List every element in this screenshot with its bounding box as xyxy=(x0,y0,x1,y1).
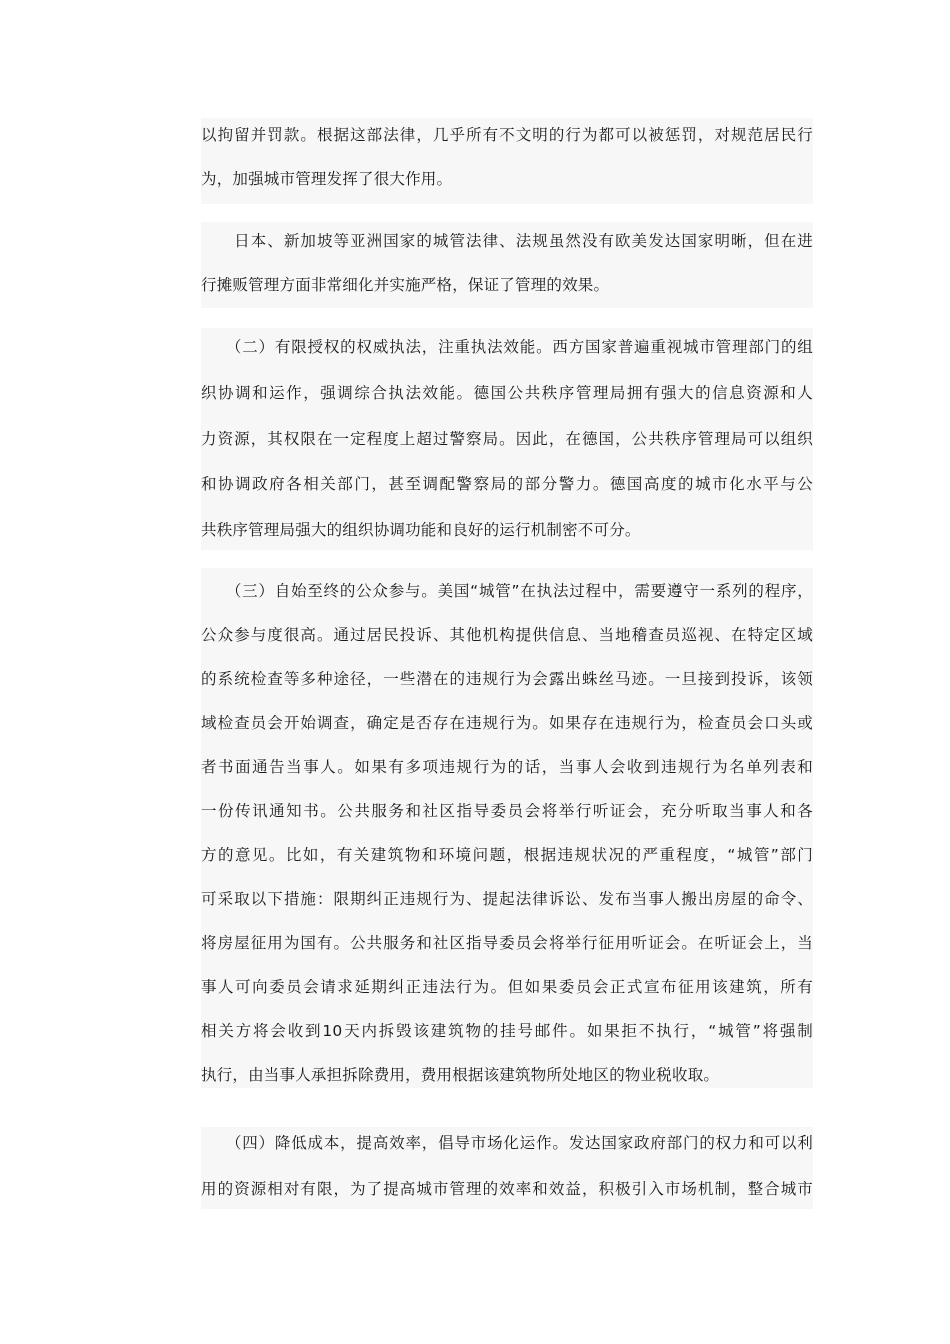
paragraph-1-line-1: 以拘留并罚款。根据这部法律，几乎所有不文明的行为都可以被惩罚，对规范居民行 xyxy=(201,126,813,144)
paragraph-3-line-1: （二）有限授权的权威执法，注重执法效能。西方国家普遍重视城市管理部门的组 xyxy=(201,338,813,356)
paragraph-4-line-2: 公众参与度很高。通过居民投诉、其他机构提供信息、当地稽查员巡视、在特定区域 xyxy=(201,626,813,644)
paragraph-4-line-1: （三）自始至终的公众参与。美国“城管”在执法过程中，需要遵守一系列的程序， xyxy=(201,582,813,600)
paragraph-3-line-3: 力资源，其权限在一定程度上超过警察局。因此，在德国，公共秩序管理局可以组织 xyxy=(201,430,813,448)
paragraph-4-line-11: 相关方将会收到10天内拆毁该建筑物的挂号邮件。如果拒不执行，“城管”将强制 xyxy=(201,1022,813,1040)
paragraph-4-line-10: 事人可向委员会请求延期纠正违法行为。但如果委员会正式宣布征用该建筑，所有 xyxy=(201,978,813,996)
paragraph-5-line-1: （四）降低成本，提高效率，倡导市场化运作。发达国家政府部门的权力和可以利 xyxy=(201,1134,813,1152)
paragraph-4-line-7: 方的意见。比如，有关建筑物和环境问题，根据违规状况的严重程度，“城管”部门 xyxy=(201,846,813,864)
paragraph-2-line-1: 日本、新加坡等亚洲国家的城管法律、法规虽然没有欧美发达国家明晰，但在进 xyxy=(201,232,813,250)
paragraph-4-line-4: 域检查员会开始调查，确定是否存在违规行为。如果存在违规行为，检查员会口头或 xyxy=(201,714,813,732)
paragraph-4-line-5: 者书面通告当事人。如果有多项违规行为的话，当事人会收到违规行为名单列表和 xyxy=(201,758,813,776)
paragraph-3-line-5: 共秩序管理局强大的组织协调功能和良好的运行机制密不可分。 xyxy=(201,521,641,539)
paragraph-4-line-3: 的系统检查等多种途径，一些潜在的违规行为会露出蛛丝马迹。一旦接到投诉，该领 xyxy=(201,670,813,688)
paragraph-4-line-8: 可采取以下措施：限期纠正违规行为、提起法律诉讼、发布当事人搬出房屋的命令、 xyxy=(201,890,813,908)
paragraph-3-line-2: 织协调和运作，强调综合执法效能。德国公共秩序管理局拥有强大的信息资源和人 xyxy=(201,384,813,402)
paragraph-4-line-12: 执行，由当事人承担拆除费用，费用根据该建筑物所处地区的物业税收取。 xyxy=(201,1066,720,1084)
paragraph-1-line-2: 为，加强城市管理发挥了很大作用。 xyxy=(201,170,453,188)
paragraph-4-line-6: 一份传讯通知书。公共服务和社区指导委员会将举行听证会，充分听取当事人和各 xyxy=(201,802,813,820)
paragraph-2-line-2: 行摊贩管理方面非常细化并实施严格，保证了管理的效果。 xyxy=(201,276,610,294)
paragraph-3-line-4: 和协调政府各相关部门，甚至调配警察局的部分警力。德国高度的城市化水平与公 xyxy=(201,475,813,493)
paragraph-5-line-2: 用的资源相对有限，为了提高城市管理的效率和效益，积极引入市场机制，整合城市 xyxy=(201,1180,813,1198)
paragraph-4-line-9: 将房屋征用为国有。公共服务和社区指导委员会将举行征用听证会。在听证会上，当 xyxy=(201,934,813,952)
